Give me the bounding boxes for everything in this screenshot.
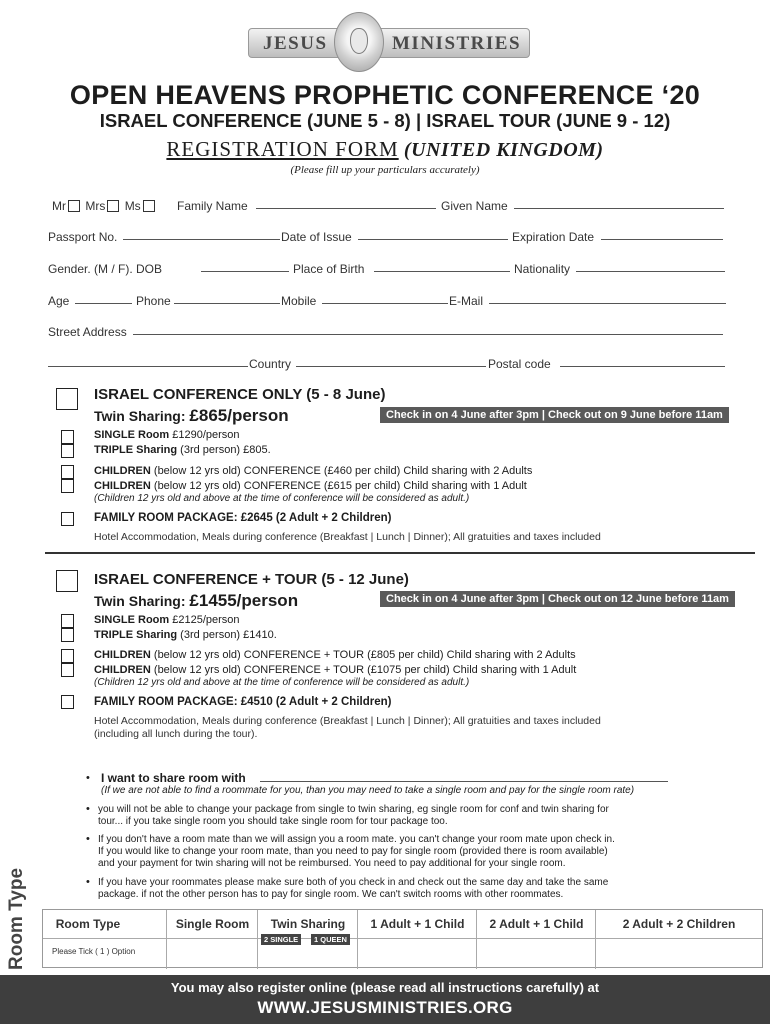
package2-twin-label: Twin Sharing: [94, 593, 190, 609]
mobile-field[interactable] [322, 294, 448, 304]
nationality-field[interactable] [576, 262, 725, 272]
form-region: (UNITED KINGDOM) [403, 139, 604, 161]
package1-child-note: (Children 12 yrs old and above at the time of conference will be considered as adult.) [94, 493, 470, 504]
note-line: and your payment for twin sharing will not be reimbursed. You need to pay additional for your single room. [98, 858, 566, 869]
date-issue-field[interactable] [358, 230, 508, 240]
package1-child1-option [94, 465, 532, 477]
twin-sharing-header: Twin Sharing [270, 917, 346, 931]
postal-label: Postal code [488, 357, 551, 371]
bullet-dot: • [86, 833, 90, 845]
note-line: If you have your roommates please make sure both of you check in and check out the same day and take the same [98, 877, 609, 888]
mr-checkbox[interactable] [68, 200, 80, 212]
family-name-label: Family Name [177, 199, 248, 213]
expiration-field[interactable] [601, 230, 723, 240]
package2-single-option [94, 614, 240, 626]
footer-website-link[interactable]: WWW.JESUSMINISTRIES.ORG [257, 998, 513, 1017]
package2-family-option [94, 696, 391, 708]
share-room-label: I want to share room with [101, 771, 246, 785]
dob-field[interactable] [201, 262, 289, 272]
page-title: OPEN HEAVENS PROPHETIC CONFERENCE ‘20 [69, 80, 701, 110]
2a2c-header: 2 Adult + 2 Children [622, 917, 736, 931]
single-label: SINGLE Room [94, 614, 170, 626]
passport-label: Passport No. [48, 230, 118, 244]
date-issue-label: Date of Issue [281, 230, 352, 244]
bullet-dot: • [86, 876, 90, 888]
note-check-in [98, 877, 608, 901]
country-field[interactable] [296, 357, 486, 367]
email-label: E-Mail [449, 294, 484, 308]
triple-price: (3rd person) £805. [177, 444, 271, 456]
bullet-dot: • [86, 803, 90, 815]
single-price: £1290/person [169, 429, 240, 441]
age-label: Age [48, 294, 70, 308]
package1-single-checkbox[interactable] [61, 430, 74, 444]
mrs-label: Mrs [85, 199, 106, 213]
passport-field[interactable] [123, 230, 280, 240]
package1-family-checkbox[interactable] [61, 512, 74, 526]
package2-family-checkbox[interactable] [61, 695, 74, 709]
package1-checkbox[interactable] [56, 388, 78, 410]
package2-child-note: (Children 12 yrs old and above at the time of conference will be considered as adult.) [94, 677, 470, 688]
single-price: £2125/person [169, 614, 240, 626]
postal-field[interactable] [560, 357, 725, 367]
twin-1-queen-tag[interactable]: 1 QUEEN [311, 934, 350, 945]
family-detail: (2 Adult + 2 Children) [272, 512, 392, 524]
given-name-label: Given Name [441, 199, 508, 213]
package2-triple-checkbox[interactable] [61, 628, 74, 642]
form-heading [0, 137, 770, 162]
package2-child2-checkbox[interactable] [61, 663, 74, 677]
package1-twin-price: £865/person [189, 406, 289, 425]
mrs-checkbox[interactable] [107, 200, 119, 212]
phone-field[interactable] [174, 294, 280, 304]
table-header-line [43, 938, 762, 939]
children-text: (below 12 yrs old) CONFERENCE (£460 per child) Child sharing with 2 Adults [150, 465, 533, 477]
note-line: package. if not the other person has to pay for single room. We can't switch rooms with other roommates. [98, 889, 564, 900]
package1-checkin-badge: Check in on 4 June after 3pm | Check out on 9 June before 11am [380, 407, 729, 423]
title-row [52, 199, 157, 213]
email-field[interactable] [489, 294, 726, 304]
note-line: you will not be able to change your package from single to twin sharing, eg single room for conf and twin sharing for [98, 804, 609, 815]
2a1c-header: 2 Adult + 1 Child [489, 917, 584, 931]
note-package-change [98, 804, 609, 828]
triple-label: TRIPLE Sharing [94, 629, 178, 641]
single-room-header: Single Room [175, 917, 250, 931]
section-divider [45, 552, 755, 554]
bullet-dot: • [86, 772, 90, 784]
package1-child1-checkbox[interactable] [61, 465, 74, 479]
phone-label: Phone [136, 294, 171, 308]
share-room-field[interactable] [260, 772, 668, 782]
form-name: REGISTRATION FORM [166, 137, 399, 161]
children-label: CHILDREN [94, 480, 151, 492]
children-text: (below 12 yrs old) CONFERENCE (£615 per child) Child sharing with 1 Adult [150, 480, 527, 492]
children-label: CHILDREN [94, 649, 151, 661]
room-type-header: Room Type [55, 917, 121, 931]
package1-single-option [94, 429, 240, 441]
package2-checkbox[interactable] [56, 570, 78, 592]
footer-line1: You may also register online (please read all instructions carefully) at [170, 980, 600, 995]
room-type-side-label: Room Type [6, 867, 27, 970]
share-room-note: (If we are not able to find a roommate for you, than you may need to take a single room and pay for the single room rate) [101, 785, 635, 796]
package1-child2-checkbox[interactable] [61, 479, 74, 493]
place-birth-field[interactable] [374, 262, 510, 272]
place-birth-label: Place of Birth [293, 262, 365, 276]
children-text: (below 12 yrs old) CONFERENCE + TOUR (£805 per child) Child sharing with 2 Adults [150, 649, 576, 661]
package2-hotel-note: Hotel Accommodation, Meals during conference (Breakfast | Lunch | Dinner); All gratuities and taxes included [94, 715, 601, 727]
street-field[interactable] [133, 325, 723, 335]
street-label: Street Address [48, 325, 127, 339]
twin-2-single-tag[interactable]: 2 SINGLE [261, 934, 301, 945]
lion-face-icon [350, 28, 368, 54]
expiration-label: Expiration Date [512, 230, 595, 244]
family-label: FAMILY ROOM PACKAGE: £2645 [94, 512, 273, 524]
room-type-table [42, 909, 763, 968]
ms-checkbox[interactable] [143, 200, 155, 212]
page-subtitle: ISRAEL CONFERENCE (JUNE 5 - 8) | ISRAEL TOUR (JUNE 9 - 12) [99, 110, 671, 131]
package2-checkin-badge: Check in on 4 June after 3pm | Check out on 12 June before 11am [380, 591, 735, 607]
family-label: FAMILY ROOM PACKAGE: £4510 [94, 696, 273, 708]
mobile-label: Mobile [281, 294, 317, 308]
nationality-label: Nationality [514, 262, 571, 276]
note-line: If you don't have a room mate than we will assign you a room mate. you can't change your room mate upon check in. [98, 834, 615, 845]
package1-title: ISRAEL CONFERENCE ONLY (5 - 8 June) [94, 386, 386, 403]
package1-hotel-note: Hotel Accommodation, Meals during conference (Breakfast | Lunch | Dinner); All gratuities and taxes included [94, 531, 601, 543]
children-label: CHILDREN [94, 465, 151, 477]
please-tick-label: Please Tick ( 1 ) Option [52, 947, 136, 956]
note-room-mate [98, 834, 615, 870]
family-name-field[interactable] [256, 199, 436, 209]
age-field[interactable] [75, 294, 132, 304]
package1-family-option [94, 512, 391, 524]
gender-dob-label: Gender. (M / F). DOB [48, 262, 163, 276]
mr-label: Mr [52, 199, 66, 213]
given-name-field[interactable] [514, 199, 724, 209]
package2-hotel-note2: (including all lunch during the tour). [94, 728, 258, 740]
package2-child1-option [94, 649, 576, 661]
note-line: tour... if you take single room you should take single room for tour package too. [98, 816, 448, 827]
country-label: Country [249, 357, 292, 371]
package1-triple-option [94, 444, 271, 456]
package2-single-checkbox[interactable] [61, 614, 74, 628]
form-instruction: (Please fill up your particulars accurately) [290, 164, 480, 176]
children-text: (below 12 yrs old) CONFERENCE + TOUR (£1075 per child) Child sharing with 1 Adult [150, 664, 577, 676]
triple-label: TRIPLE Sharing [94, 444, 178, 456]
package1-child2-option [94, 480, 527, 492]
note-line: If you would like to change your room mate, than you need to pay for single room (provided there is room available) [98, 846, 608, 857]
logo-word-right: MINISTRIES [392, 33, 522, 54]
package2-title: ISRAEL CONFERENCE + TOUR (5 - 12 June) [94, 571, 409, 588]
logo-word-left: JESUS [263, 33, 328, 54]
ms-label: Ms [124, 199, 141, 213]
package1-triple-checkbox[interactable] [61, 444, 74, 458]
package2-twin-price: £1455/person [189, 591, 299, 610]
1a1c-header: 1 Adult + 1 Child [370, 917, 465, 931]
children-label: CHILDREN [94, 664, 151, 676]
triple-price: (3rd person) £1410. [177, 629, 277, 641]
package2-child2-option [94, 664, 576, 676]
package2-child1-checkbox[interactable] [61, 649, 74, 663]
package1-twin [94, 406, 289, 426]
package1-twin-label: Twin Sharing: [94, 408, 190, 424]
address-line2-field[interactable] [48, 357, 248, 367]
package2-triple-option [94, 629, 277, 641]
single-label: SINGLE Room [94, 429, 170, 441]
family-detail: (2 Adult + 2 Children) [272, 696, 392, 708]
package2-twin [94, 591, 298, 611]
